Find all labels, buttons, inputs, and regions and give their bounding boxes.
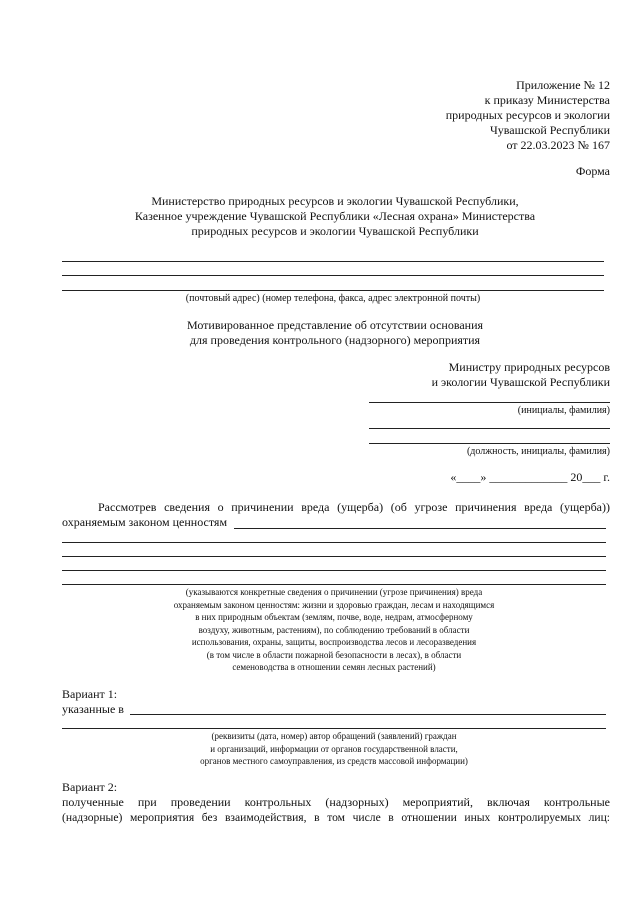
caption-line: воздуху, животным, растениям), по соблюдению требований в области (198, 624, 470, 635)
blank-line[interactable] (62, 275, 604, 276)
org-line: Казенное учреждение Чувашской Республики «Лесная охрана» Министерства (134, 209, 536, 223)
caption-line: органов местного самоуправления, из средств массовой информации) (200, 756, 468, 766)
variant1-label: Вариант 1: (62, 687, 118, 701)
blank-line[interactable] (62, 728, 606, 729)
blank-line[interactable] (62, 290, 604, 291)
position-field-line[interactable] (369, 443, 610, 444)
initials-caption: (инициалы, фамилия) (517, 405, 610, 416)
appendix-line: от 22.03.2023 № 167 (506, 138, 610, 152)
caption-line: охраняемым законом ценностям: жизни и здоровью граждан, лесам и находящимся (173, 599, 495, 610)
caption-line: (в том числе в области пожарной безопасности в лесах), в области (206, 649, 462, 660)
position-field-line[interactable] (369, 428, 610, 429)
appendix-line: к приказу Министерства (484, 93, 610, 107)
date-line[interactable]: «____» _____________ 20___ г. (450, 470, 610, 484)
appendix-line: Приложение № 12 (516, 78, 610, 92)
organization-header (30, 194, 640, 239)
addressee-block (310, 360, 610, 390)
variant2-label: Вариант 2: (62, 780, 118, 794)
org-line: природных ресурсов и экологии Чувашской Республики (191, 224, 479, 238)
variant2-line: (надзорные) мероприятия без взаимодействия, в том числе в отношении иных контролируемых лиц: (62, 811, 610, 824)
form-label: Форма (575, 164, 610, 178)
addressee-line: и экологии Чувашской Республики (431, 375, 610, 389)
caption-line: и организаций, информации от органов государственной власти, (210, 743, 458, 754)
values-field-line[interactable] (234, 528, 606, 529)
caption-line: (реквизиты (дата, номер) автор обращений (заявлений) граждан (211, 731, 457, 741)
caption-line: семеноводства в отношении семян лесных растений) (232, 662, 436, 672)
blank-line[interactable] (62, 570, 606, 571)
blank-line[interactable] (62, 584, 606, 585)
appendix-block (310, 78, 610, 153)
caption-line: в них природным объектам (землям, почве, воде, недрам, атмосферному (195, 612, 473, 622)
appendix-line: природных ресурсов и экологии (445, 108, 610, 122)
initials-field-line[interactable] (369, 402, 610, 403)
body-para-line: Рассмотрев сведения о причинении вреда (ущерба) (об угрозе причинения вреда (ущерба)) (98, 500, 610, 514)
values-caption (62, 586, 606, 674)
title-line: Мотивированное представление об отсутствии основания (186, 318, 484, 332)
body-para-line: охраняемым законом ценностям (62, 515, 228, 529)
blank-line[interactable] (62, 542, 606, 543)
appendix-line: Чувашской Республики (489, 123, 610, 137)
caption-line: использования, охраны, защиты, воспроизводства лесов и лесоразведения (191, 637, 477, 647)
addressee-line: Министру природных ресурсов (448, 360, 610, 374)
blank-line[interactable] (62, 261, 604, 262)
blank-line[interactable] (62, 556, 606, 557)
position-caption: (должность, инициалы, фамилия) (466, 446, 610, 457)
requisites-field-line[interactable] (130, 714, 606, 715)
address-caption: (почтовый адрес) (номер телефона, факса, адрес электронной почты) (185, 293, 481, 304)
requisites-caption (62, 730, 606, 768)
org-line: Министерство природных ресурсов и экологии Чувашской Республики, (151, 194, 519, 208)
caption-line: (указываются конкретные сведения о причинении (угрозе причинения) вреда (185, 587, 483, 597)
document-title (30, 318, 640, 348)
variant1-text: указанные в (62, 702, 124, 716)
title-line: для проведения контрольного (надзорного) мероприятия (189, 333, 481, 347)
variant2-line: полученные при проведении контрольных (надзорных) мероприятий, включая контрольные (62, 795, 610, 809)
